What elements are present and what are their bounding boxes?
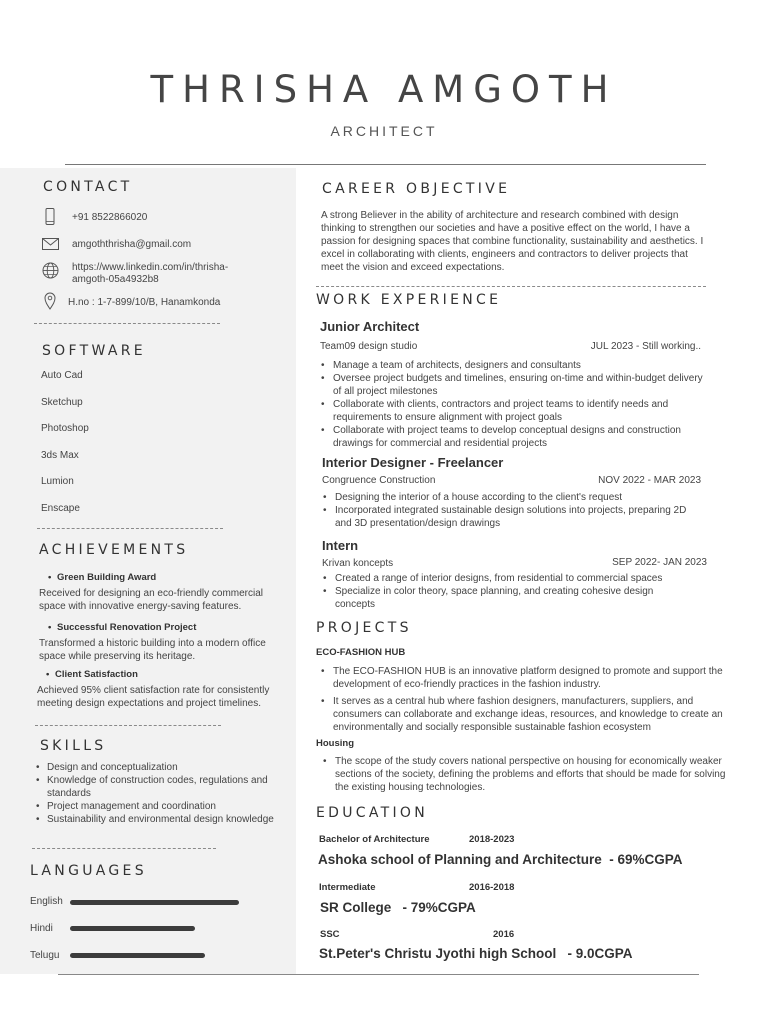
contact-linkedin-line2: amgoth-05a4932b8: [72, 274, 159, 285]
language-label: Hindi: [30, 923, 53, 934]
education-years: 2016-2018: [469, 882, 515, 893]
objective-text: A strong Believer in the ability of architecture and research combined with design thinking to strengthen our societies and have a positive effect on the world, I have a passion for designing spaces that combine functionality, sustainability and aesthetics. I excel in collaborating with clients, engineers and contractors to deliver projects that meet the vision and exceed expectations.: [321, 210, 704, 273]
resume-name: THRISHA AMGOTH: [150, 68, 618, 111]
contact-address: H.no : 1-7-899/10/B, Hanamkonda: [68, 297, 221, 308]
job-bullet: • Oversee project budgets and timelines, ensuring on-time and within-budget delivery of all project milestones: [320, 372, 710, 398]
project-name: ECO-FASHION HUB: [316, 647, 406, 658]
job-bullets: [322, 572, 692, 611]
job-bullet: • Specialize in color theory, space planning, and creating cohesive design concepts: [322, 585, 692, 611]
job-bullets: [322, 491, 702, 530]
software-item: 3ds Max: [41, 450, 79, 461]
skill-item: • Design and conceptualization: [35, 761, 275, 774]
skill-item: • Project management and coordination: [35, 800, 275, 813]
software-heading: SOFTWARE: [42, 343, 146, 359]
language-level-bar: [70, 926, 195, 931]
project-bullets: [320, 665, 740, 734]
project-bullet: • It serves as a central hub where fashion designers, manufacturers, suppliers, and consumers can collaborate and exchange ideas, resources, and knowledge to create an environmentally and socially responsible sustainable fashion ecosystem: [320, 695, 740, 734]
achievement-desc: Received for designing an eco-friendly commercial space with innovative energy-saving features.: [39, 588, 263, 612]
education-years: 2016: [493, 929, 515, 940]
job-bullets: [320, 359, 710, 450]
job-date: JUL 2023 - Still working..: [590, 341, 701, 352]
skills-divider: [32, 848, 216, 849]
software-item: Lumion: [41, 476, 74, 487]
contact-linkedin-line1: https://www.linkedin.com/in/thrisha-: [72, 262, 229, 273]
work-heading: WORK EXPERIENCE: [316, 292, 502, 308]
languages-heading: LANGUAGES: [30, 863, 147, 879]
education-years: 2018-2023: [469, 834, 515, 845]
software-item: Sketchup: [41, 397, 83, 408]
job-date: NOV 2022 - MAR 2023: [598, 475, 701, 486]
contact-email[interactable]: amgoththrisha@gmail.com: [72, 239, 192, 250]
header-divider: [65, 164, 706, 165]
education-level: Intermediate: [319, 882, 376, 893]
education-school: St.Peter's Christu Jyothi high School - 9.0CGPA: [319, 946, 633, 961]
software-item: Photoshop: [41, 423, 89, 434]
contact-linkedin[interactable]: [72, 262, 228, 286]
job-bullet: • Manage a team of architects, designers and consultants: [320, 359, 710, 372]
language-label: English: [30, 896, 63, 907]
footer-divider: [58, 974, 699, 975]
education-school: SR College - 79%CGPA: [320, 900, 476, 915]
achievements-divider: [35, 725, 221, 726]
mail-icon: [42, 238, 59, 250]
language-level-bar: [70, 900, 239, 905]
job-company: Krivan koncepts: [322, 558, 394, 569]
objective-heading: CAREER OBJECTIVE: [322, 181, 511, 197]
skills-list: [35, 761, 275, 826]
contact-heading: CONTACT: [43, 179, 133, 195]
job-title: Intern: [322, 538, 359, 553]
skill-item: • Sustainability and environmental design knowledge: [35, 813, 275, 826]
job-bullet: • Collaborate with project teams to develop conceptual designs and construction drawings for commercial and residential projects: [320, 424, 710, 450]
contact-phone[interactable]: +91 8522866020: [72, 212, 148, 223]
education-school: Ashoka school of Planning and Architecture - 69%CGPA: [318, 852, 683, 867]
projects-heading: PROJECTS: [316, 620, 412, 636]
phone-icon: [45, 208, 55, 225]
objective-divider: [316, 286, 706, 287]
achievement-title: • Green Building Award: [57, 572, 156, 583]
project-bullet: • The scope of the study covers national perspective on housing for economically weaker sections of the society, defining the problems and efforts that should be made for solving the existing housing technologies.: [322, 755, 740, 794]
education-level: SSC: [320, 929, 340, 940]
education-heading: EDUCATION: [316, 805, 429, 821]
achievement-desc: Achieved 95% client satisfaction rate for consistently meeting design expectations and project timelines.: [37, 685, 270, 709]
language-label: Telugu: [30, 950, 60, 961]
job-title: Interior Designer - Freelancer: [322, 455, 504, 470]
job-bullet: • Collaborate with clients, contractors and project teams to identify needs and requirements to ensure alignment with project goals: [320, 398, 710, 424]
achievements-heading: ACHIEVEMENTS: [39, 542, 189, 558]
contact-divider: [34, 323, 220, 324]
achievement-desc: Transformed a historic building into a modern office space while preserving its heritage.: [39, 638, 266, 662]
resume-role: ARCHITECT: [330, 123, 438, 139]
job-bullet: • Designing the interior of a house according to the client's request: [322, 491, 702, 504]
software-item: Enscape: [41, 503, 80, 514]
project-name: Housing: [316, 738, 354, 749]
skill-item: • Knowledge of construction codes, regulations and standards: [35, 774, 275, 800]
software-divider: [37, 528, 223, 529]
software-item: Auto Cad: [41, 370, 83, 381]
project-bullet: • The ECO-FASHION HUB is an innovative platform designed to promote and support the development of eco-friendly practices in the fashion industry.: [320, 665, 740, 691]
job-bullet: • Created a range of interior designs, from residential to commercial spaces: [322, 572, 692, 585]
job-bullet: • Incorporated integrated sustainable design solutions into projects, preparing 2D and 3D presentation/design drawings: [322, 504, 702, 530]
location-pin-icon: [44, 292, 56, 310]
job-date: SEP 2022- JAN 2023: [612, 557, 707, 568]
project-bullets: [322, 755, 740, 794]
language-level-bar: [70, 953, 205, 958]
education-level: Bachelor of Architecture: [319, 834, 430, 845]
achievement-title: • Successful Renovation Project: [57, 622, 196, 633]
skills-heading: SKILLS: [40, 738, 107, 754]
job-company: Team09 design studio: [320, 341, 418, 352]
globe-icon: [42, 262, 59, 279]
sidebar: [0, 168, 296, 974]
job-title: Junior Architect: [320, 319, 420, 334]
achievement-title: • Client Satisfaction: [55, 669, 138, 680]
job-company: Congruence Construction: [322, 475, 436, 486]
